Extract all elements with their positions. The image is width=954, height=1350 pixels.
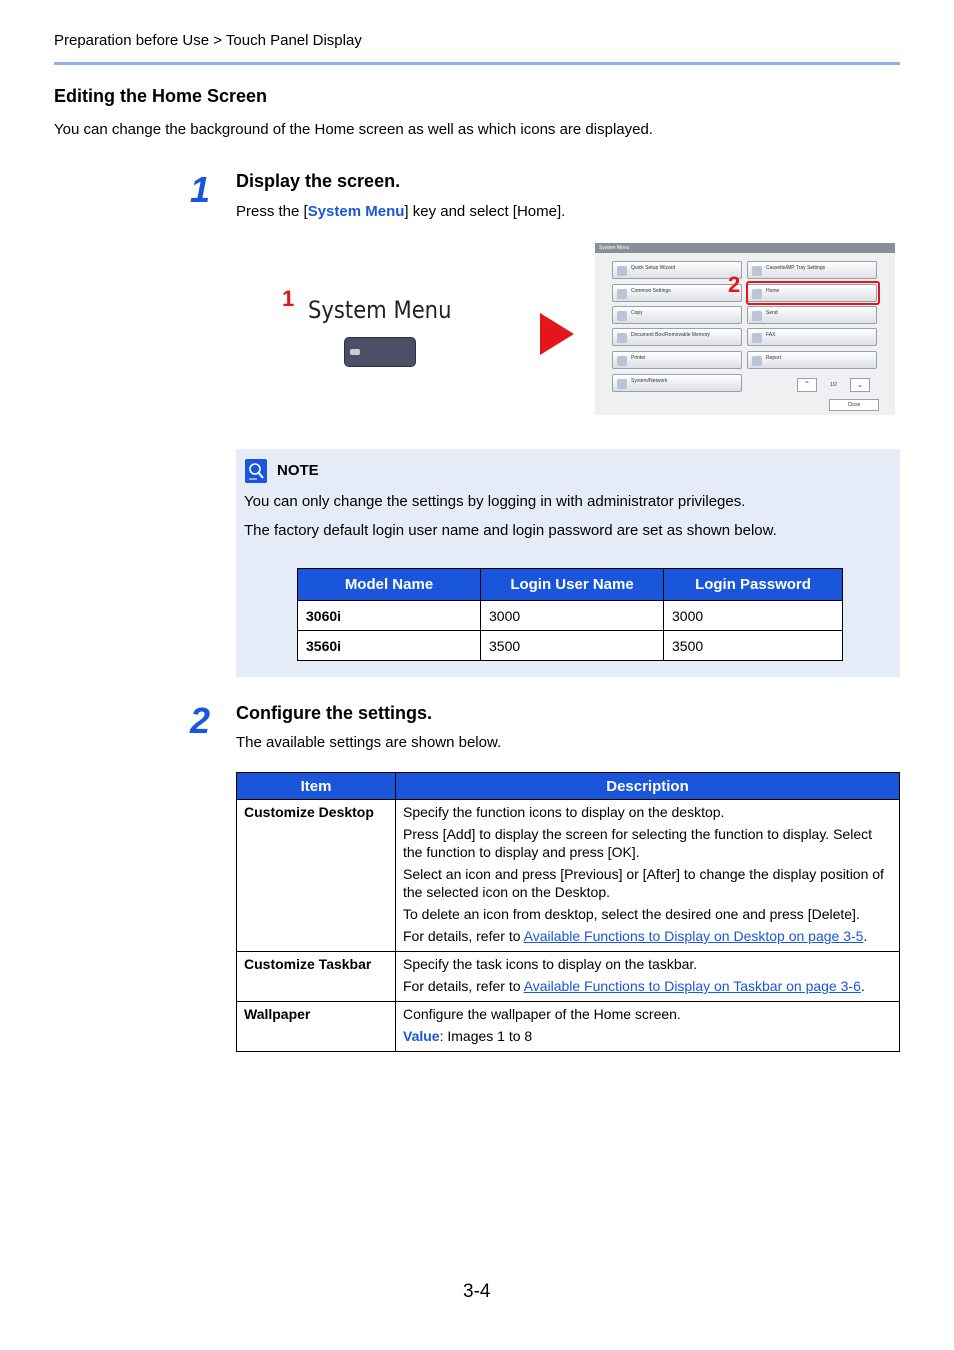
taskbar-functions-link[interactable]: Available Functions to Display on Taskbar on page 3-6 bbox=[523, 978, 861, 994]
breadcrumb: Preparation before Use > Touch Panel Display bbox=[54, 32, 362, 49]
home-highlight-box bbox=[746, 281, 880, 305]
callout-2: 2 bbox=[728, 272, 741, 297]
step-1-text-after: ] key and select [Home]. bbox=[404, 203, 566, 220]
panel-button-label: Copy bbox=[631, 310, 643, 316]
panel-button-document-box[interactable] bbox=[612, 328, 742, 346]
settings-table bbox=[236, 772, 900, 1052]
send-icon bbox=[752, 311, 762, 321]
key-led-icon bbox=[350, 349, 360, 355]
page-indicator: 1/2 bbox=[830, 382, 837, 388]
panel-button-send[interactable] bbox=[747, 306, 877, 324]
item-cell: Customize Desktop bbox=[237, 800, 396, 952]
panel-button-label: Printer bbox=[631, 355, 646, 361]
description-text: Press [Add] to display the screen for selecting the function to display. Select the function to display and press [OK]. bbox=[403, 826, 872, 860]
description-cell bbox=[396, 800, 900, 952]
description-cell bbox=[396, 952, 900, 1002]
reference-prefix: For details, refer to bbox=[403, 978, 524, 994]
step-1-title: Display the screen. bbox=[236, 171, 401, 191]
copy-icon bbox=[617, 311, 627, 321]
panel-button-label: Document Box/Removable Memory bbox=[631, 332, 710, 338]
description-cell bbox=[396, 1002, 900, 1052]
reference-text bbox=[403, 977, 892, 995]
note-title: NOTE bbox=[277, 462, 319, 479]
system-menu-panel-screenshot bbox=[595, 243, 895, 415]
reference-text bbox=[403, 927, 892, 945]
panel-button-label: FAX bbox=[766, 332, 776, 338]
item-cell: Customize Taskbar bbox=[237, 952, 396, 1002]
step-1-text-before: Press the [ bbox=[236, 203, 308, 220]
reference-suffix: . bbox=[860, 978, 865, 994]
description-text: Specify the function icons to display on the desktop. bbox=[403, 804, 725, 820]
description-text: To delete an icon from desktop, select the desired one and press [Delete]. bbox=[403, 906, 860, 922]
desktop-functions-link[interactable]: Available Functions to Display on Desktop on page 3-5 bbox=[523, 928, 864, 944]
description-text: Select an icon and press [Previous] or [After] to change the display position of the selected icon on the Desktop. bbox=[403, 866, 884, 900]
panel-button-label: Quick Setup Wizard bbox=[631, 265, 676, 271]
section-intro: You can change the background of the Home screen as well as which icons are displayed. bbox=[54, 121, 653, 138]
step-2-text: The available settings are shown below. bbox=[236, 734, 502, 751]
panel-button-copy[interactable] bbox=[612, 306, 742, 324]
panel-button-label: Common Settings bbox=[631, 288, 671, 294]
column-header: Model Name bbox=[298, 569, 481, 601]
panel-button-quick-setup[interactable] bbox=[612, 261, 742, 279]
column-header: Login Password bbox=[664, 569, 843, 601]
step-2-number: 2 bbox=[190, 700, 211, 741]
header-divider bbox=[54, 62, 900, 65]
page-down-button[interactable]: ⌄ bbox=[850, 378, 870, 392]
note-text-1: You can only change the settings by logging in with administrator privileges. bbox=[244, 493, 746, 510]
panel-button-label: Cassette/MP Tray Settings bbox=[766, 265, 826, 271]
reference-prefix: For details, refer to bbox=[403, 928, 524, 944]
column-header: Item bbox=[237, 773, 396, 800]
note-text-2: The factory default login user name and login password are set as shown below. bbox=[244, 522, 777, 539]
step-1-number: 1 bbox=[190, 169, 211, 210]
panel-button-cassette[interactable] bbox=[747, 261, 877, 279]
value-label: Value bbox=[403, 1028, 440, 1044]
panel-button-printer[interactable] bbox=[612, 351, 742, 369]
printer-icon bbox=[617, 356, 627, 366]
description-text: Specify the task icons to display on the taskbar. bbox=[403, 956, 698, 972]
description-text: Configure the wallpaper of the Home screen. bbox=[403, 1006, 681, 1022]
system-menu-key-label: System Menu bbox=[308, 296, 452, 324]
close-button[interactable]: Close bbox=[829, 399, 879, 411]
value-range: : Images 1 to 8 bbox=[439, 1028, 533, 1044]
table-row bbox=[237, 952, 900, 1002]
table-header-row bbox=[237, 773, 900, 800]
page-up-button[interactable]: ⌃ bbox=[797, 378, 817, 392]
column-header: Description bbox=[396, 773, 900, 800]
note-icon bbox=[245, 459, 267, 483]
login-password-cell: 3000 bbox=[664, 601, 843, 631]
section-title: Editing the Home Screen bbox=[54, 86, 268, 106]
callout-1: 1 bbox=[282, 286, 295, 311]
column-header: Login User Name bbox=[481, 569, 664, 601]
report-icon bbox=[752, 356, 762, 366]
cassette-icon bbox=[752, 266, 762, 276]
login-defaults-table bbox=[297, 568, 843, 661]
fax-icon bbox=[752, 333, 762, 343]
document-box-icon bbox=[617, 333, 627, 343]
panel-button-fax[interactable] bbox=[747, 328, 877, 346]
table-header-row bbox=[298, 569, 843, 601]
panel-button-report[interactable] bbox=[747, 351, 877, 369]
login-user-cell: 3500 bbox=[481, 631, 664, 661]
step-1-text bbox=[236, 203, 565, 220]
arrow-right-icon bbox=[540, 313, 574, 355]
reference-suffix: . bbox=[863, 928, 868, 944]
system-menu-key[interactable] bbox=[344, 337, 416, 367]
table-row bbox=[237, 1002, 900, 1052]
table-row bbox=[298, 631, 843, 661]
settings-icon bbox=[617, 289, 627, 299]
item-cell: Wallpaper bbox=[237, 1002, 396, 1052]
step-2-title: Configure the settings. bbox=[236, 703, 433, 723]
model-name-cell: 3060i bbox=[298, 601, 481, 631]
table-row bbox=[237, 800, 900, 952]
panel-button-label: System/Network bbox=[631, 378, 668, 384]
value-text bbox=[403, 1027, 892, 1045]
system-menu-key-name: System Menu bbox=[307, 203, 405, 220]
panel-button-label: Send bbox=[766, 310, 778, 316]
page-number: 3-4 bbox=[463, 1281, 491, 1302]
panel-button-common-settings[interactable] bbox=[612, 284, 742, 302]
login-user-cell: 3000 bbox=[481, 601, 664, 631]
panel-button-label: Report bbox=[766, 355, 782, 361]
panel-title: System Menu bbox=[595, 243, 895, 253]
panel-button-label: Home bbox=[766, 288, 780, 294]
panel-button-system-network[interactable] bbox=[612, 374, 742, 392]
login-password-cell: 3500 bbox=[664, 631, 843, 661]
model-name-cell: 3560i bbox=[298, 631, 481, 661]
wizard-icon bbox=[617, 266, 627, 276]
table-row bbox=[298, 601, 843, 631]
network-icon bbox=[617, 379, 627, 389]
